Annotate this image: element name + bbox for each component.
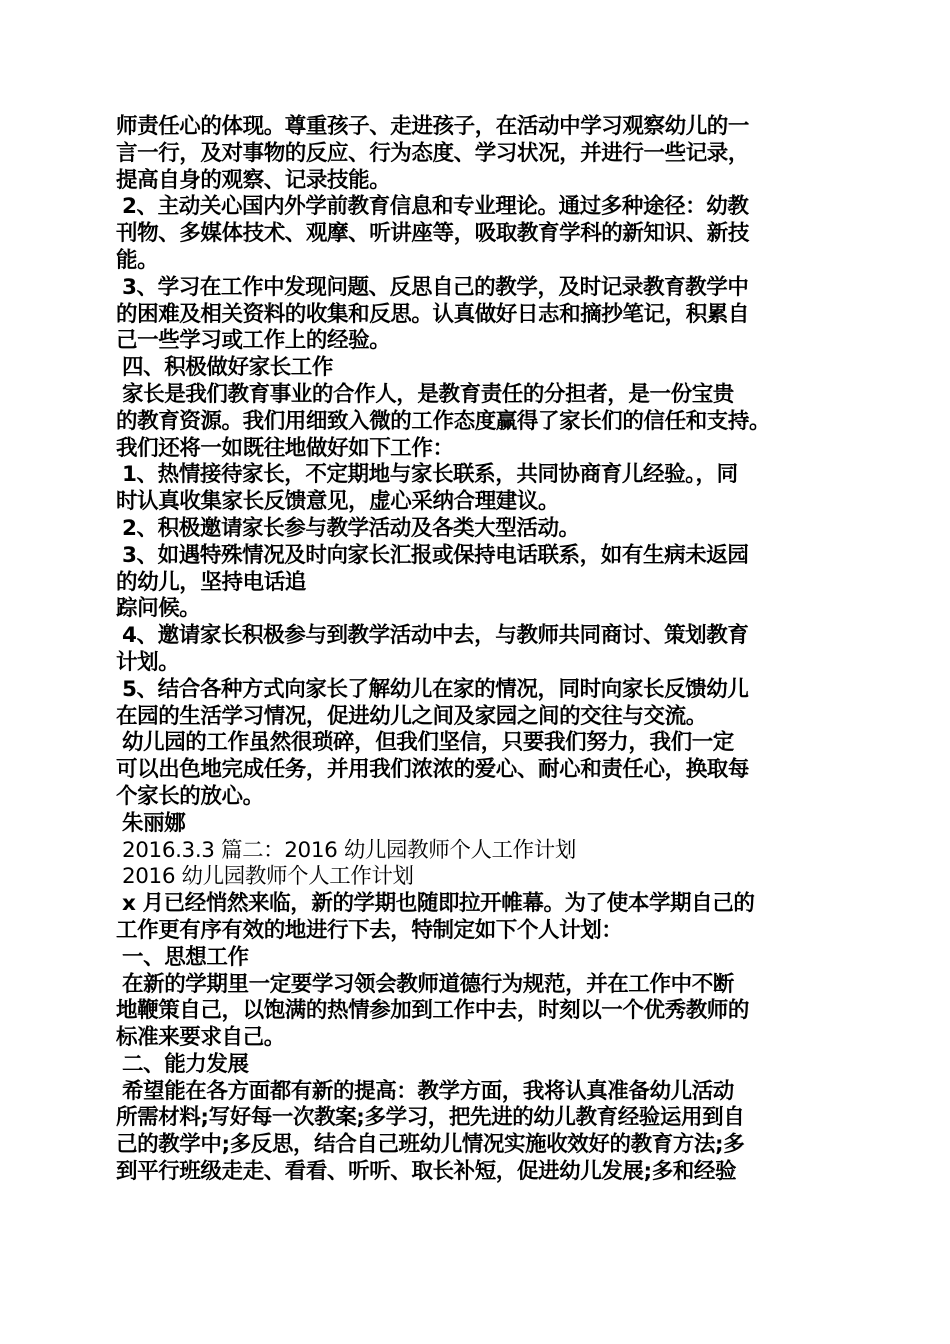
- text-line: 己一些学习或工作上的经验。: [116, 328, 391, 354]
- text-line: 的困难及相关资料的收集和反思。认真做好日志和摘抄笔记，积累自: [116, 301, 750, 327]
- text-line: 时认真收集家长反馈意见，虚心采纳合理建议。: [116, 489, 560, 515]
- text-line: 到平行班级走走、看看、听听、取长补短，促进幼儿发展;多和经验: [116, 1159, 737, 1185]
- text-line: 言一行，及对事物的反应、行为态度、学习状况，并进行一些记录，: [116, 140, 750, 166]
- text-line: x 月已经悄然来临，新的学期也随即拉开帷幕。为了使本学期自己的: [122, 891, 755, 917]
- section-heading: 四、积极做好家长工作: [122, 355, 334, 381]
- text-line: 我们还将一如既往地做好如下工作：: [116, 435, 454, 461]
- text-line: 踪问候。: [116, 596, 201, 622]
- text-line: 5、结合各种方式向家长了解幼儿在家的情况，同时向家长反馈幼儿: [122, 676, 749, 702]
- text-line: 2、积极邀请家长参与教学活动及各类大型活动。: [122, 515, 580, 541]
- text-line: 师责任心的体现。尊重孩子、走进孩子，在活动中学习观察幼儿的一: [116, 114, 750, 139]
- text-line: 刊物、多媒体技术、观摩、听讲座等，吸取教育学科的新知识、新技: [116, 221, 750, 247]
- text-line: 可以出色地完成任务，并用我们浓浓的爱心、耐心和责任心，换取每: [116, 757, 750, 783]
- document-title: 2016 幼儿园教师个人工作计划: [122, 864, 414, 890]
- text-line: 地鞭策自己，以饱满的热情参加到工作中去，时刻以一个优秀教师的: [116, 998, 750, 1024]
- text-line: 能。: [116, 247, 159, 273]
- text-line: 2、主动关心国内外学前教育信息和专业理论。通过多种途径：幼教: [122, 194, 749, 220]
- text-line: 个家长的放心。: [116, 783, 264, 809]
- section-heading: 一、思想工作: [122, 944, 249, 970]
- text-line: 的幼儿，坚持电话追: [116, 569, 306, 595]
- text-line: 1、热情接待家长，不定期地与家长联系，共同协商育儿经验。，同: [122, 462, 738, 488]
- text-line: 3、如遇特殊情况及时向家长汇报或保持电话联系，如有生病未返园: [122, 542, 749, 568]
- text-line: 在新的学期里一定要学习领会教师道德行为规范，并在工作中不断: [122, 971, 734, 997]
- date-and-title-line: 2016.3.3 篇二：2016 幼儿园教师个人工作计划: [122, 837, 576, 863]
- author-name: 朱丽娜: [122, 810, 186, 836]
- text-line: 幼儿园的工作虽然很琐碎，但我们坚信，只要我们努力，我们一定: [122, 730, 734, 756]
- text-line: 3、学习在工作中发现问题、反思自己的教学，及时记录教育教学中: [122, 274, 749, 300]
- text-line: 己的教学中;多反思，结合自己班幼儿情况实施收效好的教育方法;多: [116, 1132, 745, 1158]
- text-line: 家长是我们教育事业的合作人，是教育责任的分担者，是一份宝贵: [122, 381, 734, 407]
- text-line: 在园的生活学习情况，促进幼儿之间及家园之间的交往与交流。: [116, 703, 707, 729]
- document-body: [116, 114, 846, 1186]
- text-line: 标准来要求自己。: [116, 1025, 285, 1051]
- text-line: 计划。: [116, 649, 180, 675]
- text-line: 的教育资源。我们用细致入微的工作态度赢得了家长们的信任和支持。: [116, 408, 771, 434]
- text-line: 工作更有序有效的地进行下去，特制定如下个人计划：: [116, 917, 623, 943]
- text-line: 4、邀请家长积极参与到教学活动中去，与教师共同商讨、策划教育: [122, 623, 749, 649]
- text-line: 所需材料;写好每一次教案;多学习，把先进的幼儿教育经验运用到自: [116, 1105, 745, 1131]
- text-line: 提高自身的观察、记录技能。: [116, 167, 391, 193]
- text-line: 希望能在各方面都有新的提高：教学方面，我将认真准备幼儿活动: [122, 1078, 734, 1104]
- section-heading: 二、能力发展: [122, 1051, 249, 1077]
